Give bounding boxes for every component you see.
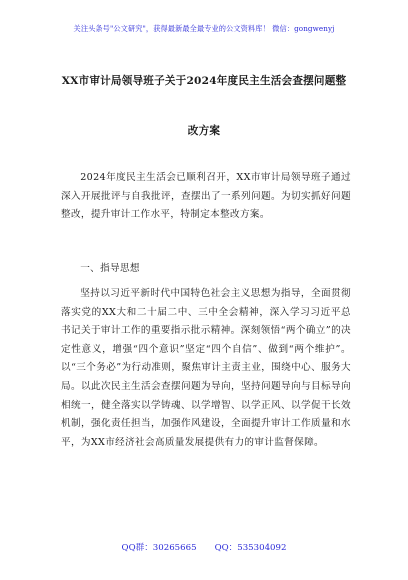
document-title-line-2: 改方案	[187, 125, 221, 137]
footer-qq-group: QQ群：30265665	[121, 543, 197, 553]
footer-contact	[0, 541, 408, 553]
section-paragraph-guiding-ideology: 坚持以习近平新时代中国特色社会主义思想为指导，全面贯彻落实党的XX大和二十届二中、三中全会精神，深入学习习近平总书记关于审计工作的重要指示批示精神。深刻领悟“两个确立”的决定性意义，增强“四个意识”坚定“四个自信”、做到“两个维护”。以“三个务必”为行动准则，聚焦审计主责主业，围绕中心、服务大局。以此次民主生活会查摆问题为导向，坚持问题导向与目标导向相统一，健全落实以学铸魂、以学增智、以学正风、以学促干长效机制，强化责任担当，加强作风建设，全面提升审计工作质量和水平，为XX市经济社会高质量发展提供有力的审计监督保障。	[61, 288, 351, 448]
footer-qq-number: QQ：535304092	[214, 543, 287, 553]
document-title-line-1: XX市审计局领导班子关于2024年度民主生活会查摆问题整	[61, 75, 347, 87]
header-promo-note: 关注头条号"公文研究"，获得最新最全最专业的公文资料库！ 微信：gongwenyj	[73, 24, 335, 33]
section-heading-guiding-ideology: 一、指导思想	[80, 263, 140, 274]
intro-paragraph: 2024年度民主生活会已顺利召开，XX市审计局领导班子通过深入开展批评与自我批评，查摆出了一系列问题。为切实抓好问题整改，提升审计工作水平，特制定本整改方案。	[61, 172, 351, 221]
